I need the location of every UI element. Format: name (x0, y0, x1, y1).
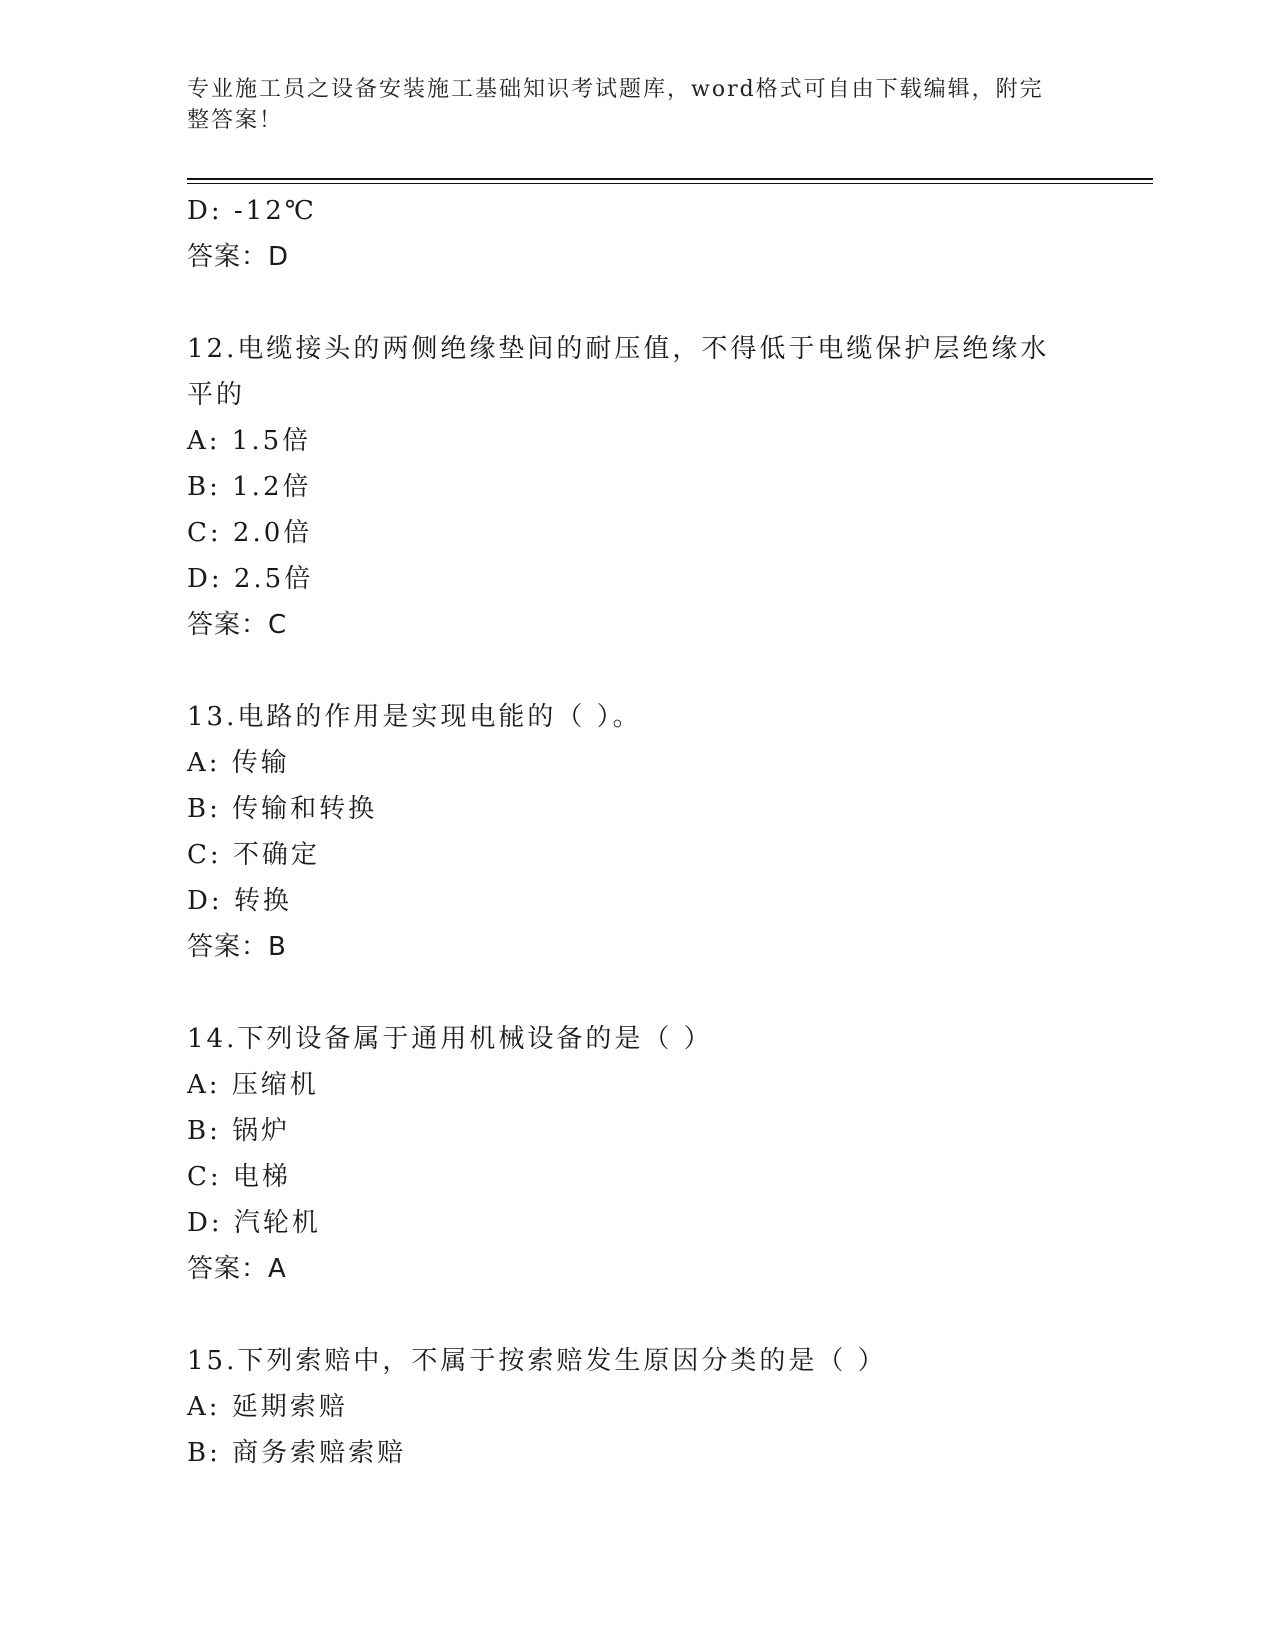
option-a: A: 压缩机 (187, 1070, 319, 1100)
option-d: D: -12℃ (187, 196, 317, 226)
question-stem: 13.电路的作用是实现电能的（ ）。 (187, 702, 642, 732)
option-a: A: 1.5倍 (187, 426, 312, 456)
option-d: D: 2.5倍 (187, 564, 314, 594)
option-b: B: 传输和转换 (187, 794, 378, 824)
option-c: C: 电梯 (187, 1162, 291, 1192)
question-12 (187, 326, 1087, 648)
option-c: C: 2.0倍 (187, 518, 313, 548)
spacer (187, 280, 1087, 326)
header-divider-thick (187, 178, 1153, 180)
question-list (187, 188, 1087, 1476)
question-15 (187, 1338, 1087, 1476)
option-a: A: 延期索赔 (187, 1392, 348, 1422)
question-stem: 15.下列索赔中，不属于按索赔发生原因分类的是（ ） (187, 1346, 887, 1376)
answer-line: 答案：A (187, 1254, 287, 1284)
question-stem: 12.电缆接头的两侧绝缘垫间的耐压值，不得低于电缆保护层绝缘水平的 (187, 334, 1050, 410)
option-a: A: 传输 (187, 748, 290, 778)
option-b: B: 锅炉 (187, 1116, 291, 1146)
answer-line: 答案：B (187, 932, 287, 962)
spacer (187, 970, 1087, 1016)
spacer (187, 1292, 1087, 1338)
spacer (187, 648, 1087, 694)
answer-line: 答案：D (187, 242, 290, 272)
document-header: 专业施工员之设备安装施工基础知识考试题库，word格式可自由下载编辑，附完整答案！ (187, 77, 1044, 133)
option-d: D: 转换 (187, 886, 292, 916)
question-14 (187, 1016, 1087, 1292)
option-c: C: 不确定 (187, 840, 320, 870)
header-divider-thin (187, 183, 1153, 184)
option-d: D: 汽轮机 (187, 1208, 321, 1238)
question-13 (187, 694, 1087, 970)
option-b: B: 1.2倍 (187, 472, 312, 502)
option-b: B: 商务索赔索赔 (187, 1438, 407, 1468)
answer-line: 答案：C (187, 610, 288, 640)
question-stem: 14.下列设备属于通用机械设备的是（ ） (187, 1024, 713, 1054)
